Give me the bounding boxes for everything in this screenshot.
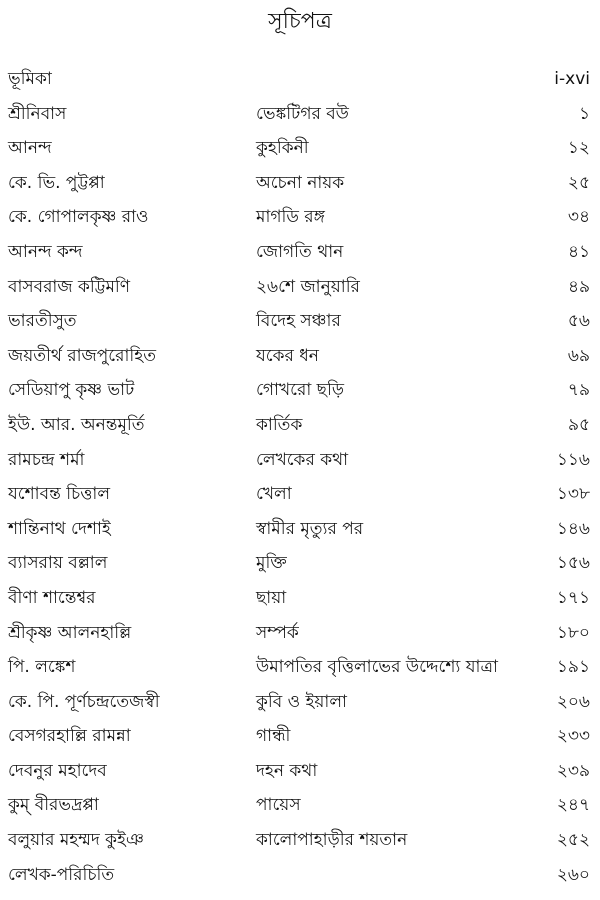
- toc-story-title: দহন কথা: [256, 760, 318, 781]
- toc-entry: [0, 373, 600, 408]
- toc-page-number: ২০৬: [556, 691, 590, 712]
- toc-author: দেবনুর মহাদেব: [8, 760, 107, 781]
- toc-author: বলুয়ার মহম্মদ কুইঞ: [8, 830, 144, 851]
- toc-story-title: স্বামীর মৃত্যুর পর: [256, 518, 364, 539]
- toc-entry: [0, 235, 600, 270]
- toc-author: ভারতীসুত: [8, 311, 77, 332]
- toc-author: ব্যাসরায় বল্লাল: [8, 553, 108, 574]
- toc-page-number: ১৮০: [556, 622, 590, 643]
- toc-author: শ্রীকৃষ্ণ আলনহাল্লি: [8, 622, 132, 643]
- toc-author: শান্তিনাথ দেশাই: [8, 518, 111, 539]
- toc-entry: [0, 616, 600, 651]
- toc-page-number: i-xvi: [554, 69, 590, 89]
- toc-entry: [0, 719, 600, 754]
- toc-story-title: বিদেহ সঞ্চার: [256, 311, 341, 332]
- toc-author: বেসগরহাল্লি রামন্না: [8, 726, 131, 747]
- toc-story-title: খেলা: [256, 484, 292, 505]
- toc-entry: [0, 131, 600, 166]
- toc-entry: [0, 685, 600, 720]
- toc-page-number: ৭৯: [567, 380, 590, 401]
- toc-entry: [0, 408, 600, 443]
- toc-story-title: মাগডি রঙ্গ: [256, 207, 325, 228]
- toc-story-title: পায়েস: [256, 795, 301, 816]
- toc-story-title: অচেনা নায়ক: [256, 172, 345, 193]
- toc-page-number: ৪১: [567, 241, 590, 262]
- toc-page-number: ২৪৭: [556, 795, 590, 816]
- toc-author: আনন্দ কন্দ: [8, 241, 83, 262]
- toc-entry: [0, 823, 600, 858]
- toc-page-number: ২৬০: [556, 864, 590, 885]
- toc-page-number: ২৫: [567, 172, 590, 193]
- page-title: সূচিপত্র: [268, 9, 332, 34]
- toc-author: কে. পি. পূর্ণচন্দ্রতেজস্বী: [8, 691, 160, 712]
- toc-story-title: গান্ধী: [256, 726, 291, 747]
- toc-story-title: মুক্তি: [256, 553, 287, 574]
- toc-author: জয়তীর্থ রাজপুরোহিত: [8, 345, 156, 366]
- toc-page-number: ৪৯: [567, 276, 590, 297]
- toc-story-title: যকের ধন: [256, 345, 319, 366]
- toc-story-title: কার্তিক: [256, 414, 303, 435]
- toc-author: ইউ. আর. অনন্তমূর্তি: [8, 414, 145, 435]
- toc-page-number: ২৩৯: [556, 760, 590, 781]
- toc-story-title: কুহকিনী: [256, 138, 309, 159]
- toc-page-number: ২৩৩: [556, 726, 590, 747]
- toc-page-number: ১৩৮: [556, 484, 590, 505]
- toc-author: শ্রীনিবাস: [8, 103, 67, 124]
- toc-story-title: লেখকের কথা: [256, 449, 349, 470]
- toc-page-number: ২৫২: [556, 830, 590, 851]
- toc-author: রামচন্দ্র শর্মা: [8, 449, 85, 470]
- toc-story-title: ২৬শে জানুয়ারি: [256, 276, 360, 297]
- toc-author: যশোবন্ত চিত্তাল: [8, 484, 110, 505]
- toc-page-number: ৫৬: [567, 311, 590, 332]
- toc-author: সেডিয়াপু কৃষ্ণ ভাট: [8, 380, 135, 401]
- toc-author: আনন্দ: [8, 138, 52, 159]
- toc-author: বাসবরাজ কট্টিমণি: [8, 276, 131, 297]
- toc-page-number: ৯৫: [567, 414, 590, 435]
- toc-entry: [0, 512, 600, 547]
- toc-entry: [0, 304, 600, 339]
- toc-page-number: ১৫৬: [556, 553, 590, 574]
- toc-entry: [0, 166, 600, 201]
- toc-story-title: কুবি ও ইয়ালা: [256, 691, 347, 712]
- toc-page-number: ১: [578, 103, 590, 124]
- toc-author: পি. লঙ্কেশ: [8, 657, 76, 678]
- toc-entry: [0, 443, 600, 478]
- toc-author: ভূমিকা: [8, 69, 52, 89]
- toc-entry: [0, 97, 600, 132]
- toc-entry: [0, 650, 600, 685]
- toc-page-number: ১৪৬: [556, 518, 590, 539]
- toc-story-title: ভেঙ্কটিগর বউ: [256, 103, 349, 124]
- toc-story-title: কালোপাহাড়ীর শয়তান: [256, 830, 408, 851]
- toc-page-number: ১২: [567, 138, 590, 159]
- toc-story-title: গোখরো ছড়ি: [256, 380, 344, 401]
- toc-author: কুম্ বীরভদ্রপ্পা: [8, 795, 99, 816]
- toc-entry: [0, 200, 600, 235]
- toc-page-number: ৬৯: [567, 345, 590, 366]
- toc-page-number: ৩৪: [567, 207, 590, 228]
- toc-story-title: জোগতি থান: [256, 241, 344, 262]
- toc-story-title: সম্পর্ক: [256, 622, 299, 643]
- toc-entry: [0, 754, 600, 789]
- toc-entry: [0, 858, 600, 893]
- toc-page-number: ১১৬: [556, 449, 590, 470]
- toc-entry: [0, 477, 600, 512]
- toc-entry: [0, 581, 600, 616]
- toc-author: লেখক-পরিচিতি: [8, 864, 115, 885]
- table-of-contents: [0, 62, 600, 892]
- toc-page-number: ১৭১: [556, 587, 590, 608]
- toc-entry: [0, 546, 600, 581]
- toc-story-title: উমাপতির বৃত্তিলাভের উদ্দেশ্যে যাত্রা: [256, 657, 498, 678]
- toc-entry: [0, 270, 600, 305]
- toc-entry: [0, 339, 600, 374]
- toc-story-title: ছায়া: [256, 587, 287, 608]
- toc-author: কে. ভি. পুট্টপ্পা: [8, 172, 105, 193]
- toc-entry: [0, 62, 600, 97]
- toc-page-number: ১৯১: [556, 657, 590, 678]
- toc-author: বীণা শান্তেশ্বর: [8, 587, 96, 608]
- toc-author: কে. গোপালকৃষ্ণ রাও: [8, 207, 149, 228]
- toc-entry: [0, 788, 600, 823]
